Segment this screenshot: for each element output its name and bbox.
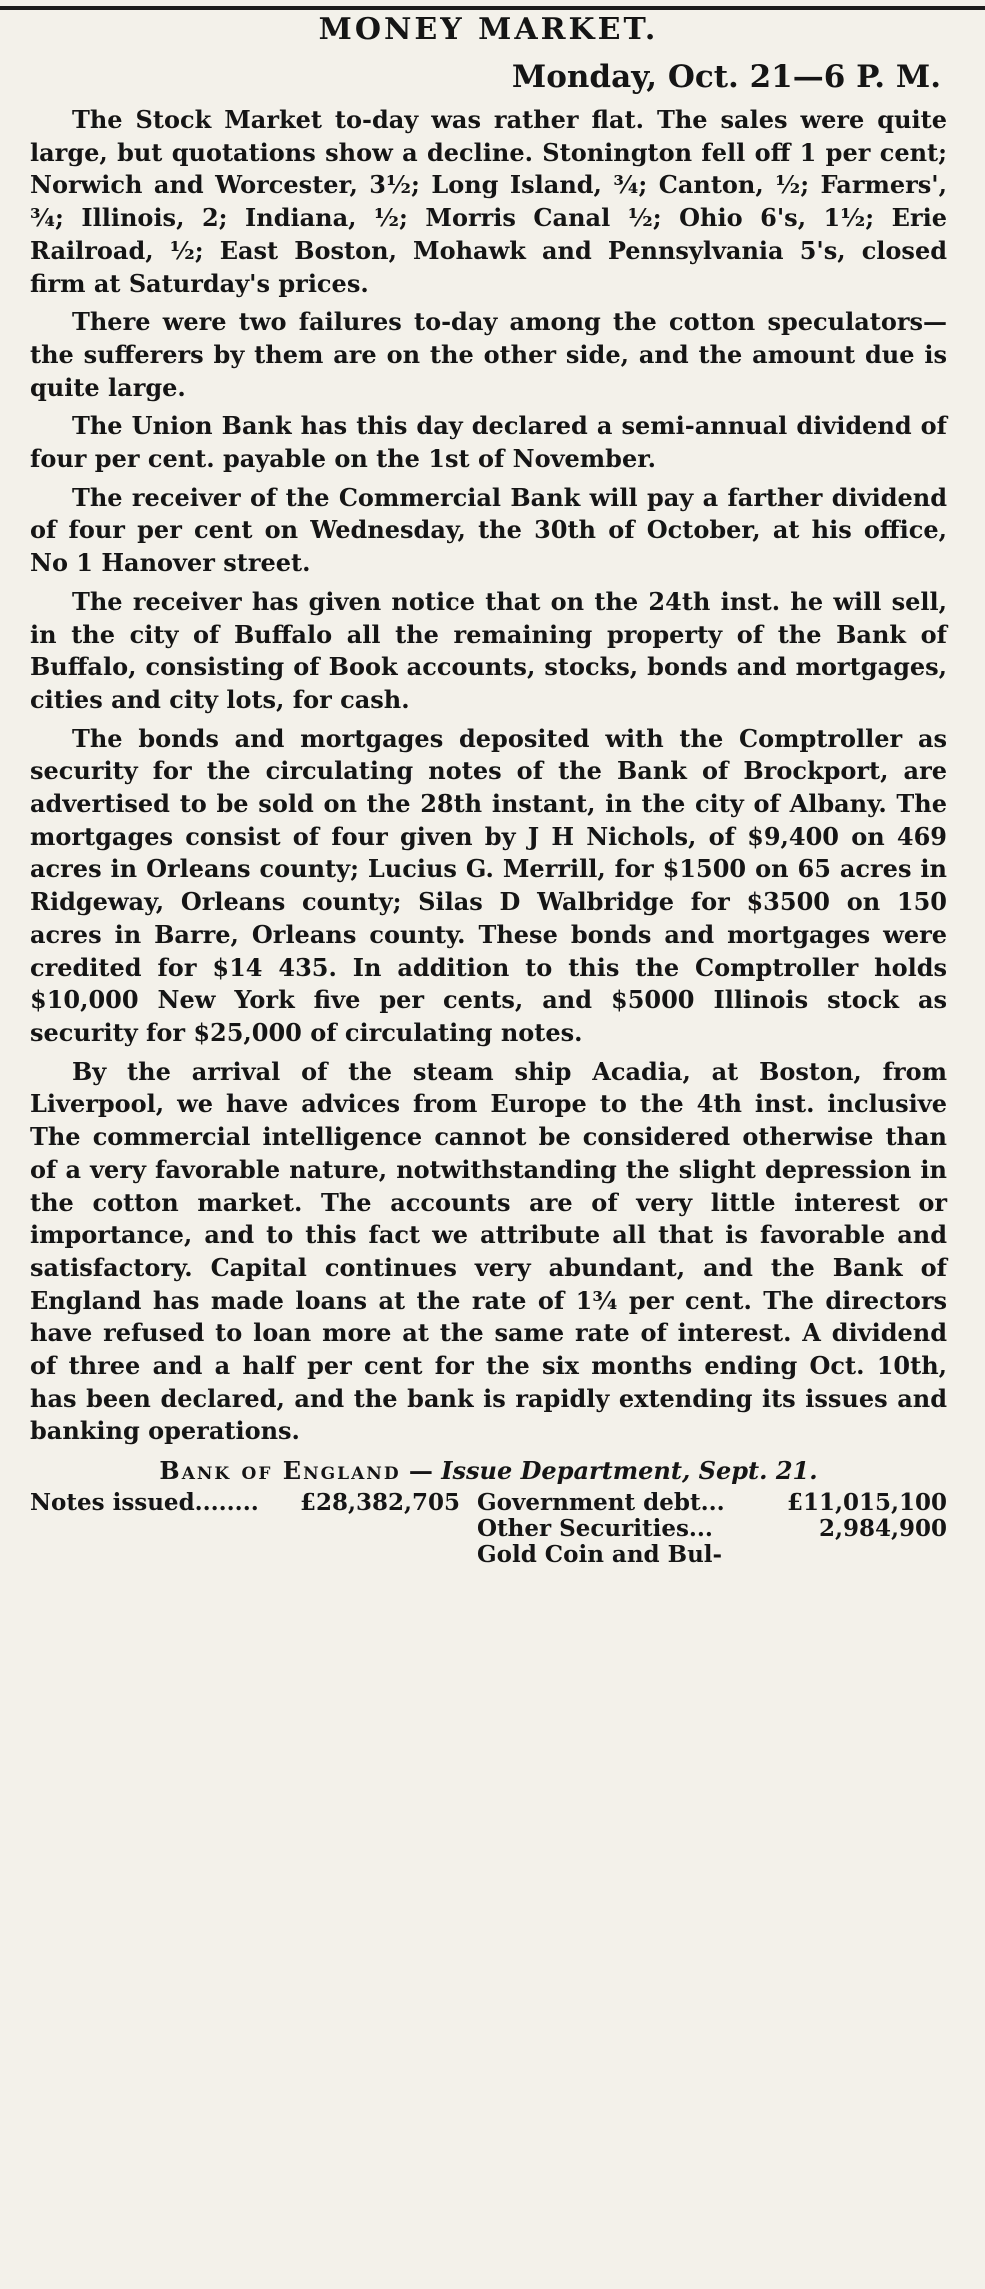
ledger-row [477, 1516, 947, 1542]
paragraph-commercial-bank: The receiver of the Commercial Bank will pay a farther dividend of four per cent on Wednesday, the 30th of October, at his office, No 1 Hanover street. [30, 482, 947, 578]
paragraph-bank-of-brockport: The bonds and mortgages deposited with the Comptroller as security for the circulating notes of the Bank of Brockport, are advertised to be sold on the 28th instant, in the city of Albany. The mortgages consist of four given by J H Nichols, of $9,400 on 469 acres in Orleans county; Lucius G. Merrill, for $1500 on 65 acres in Ridgeway, Orleans county; Silas D Walbridge for $3500 on 150 acres in Barre, Orleans county. These bonds and mortgages were credited for $14 435. In addition to this the Comptroller holds $10,000 New York five per cents, and $5000 Illinois stock as security for $25,000 of circulating notes. [30, 723, 947, 1047]
paragraph-stock-market: The Stock Market to-day was rather flat. The sales were quite large, but quotations show a decline. Stonington fell off 1 per cent; Norwich and Worcester, 3½; Long Island, ¾; Canton, ½; Farmers', ¾; Illinois, 2; Indiana, ½; Morris Canal ½; Ohio 6's, 1½; Erie Railroad, ½; East Boston, Mohawk and Pennsylvania 5's, closed firm at Saturday's prices. [30, 105, 947, 298]
ledger-amount: £28,382,705 [299, 1489, 460, 1517]
ledger-amount: £11,015,100 [786, 1489, 947, 1517]
ledger-row [30, 1490, 460, 1516]
ledger-label: Other Securities... [477, 1515, 713, 1543]
ledger-row [477, 1490, 947, 1516]
paragraph-bank-of-buffalo: The receiver has given notice that on the 24th inst. he will sell, in the city of Buffalo all the remaining property of the Bank of Buffalo, consisting of Book accounts, stocks, bonds and mortgages, cities and city lots, for cash. [30, 586, 947, 714]
ledger-liabilities [30, 1490, 460, 1568]
ledger-label: Government debt... [477, 1489, 725, 1517]
ledger-row [477, 1542, 947, 1568]
top-rule [0, 6, 985, 10]
dateline: Monday, Oct. 21—6 P. M. [511, 59, 941, 95]
bank-of-england-title [30, 1454, 947, 1488]
bank-name: Bank of England [159, 1456, 401, 1486]
ledger-label: Notes issued........ [30, 1489, 259, 1517]
title-dash: — [400, 1456, 433, 1486]
column-heading: MONEY MARKET. [318, 12, 659, 47]
paragraph-acadia-arrival: By the arrival of the steam ship Acadia, at Boston, from Liverpool, we have advices from Europe to the 4th inst. inclusive The commercial intelligence cannot be considered otherwise than of a very favorable nature, notwithstanding the slight depression in the cotton market. The accounts are of very little interest or importance, and to this fact we attribute all that is favorable and satisfactory. Capital continues very abundant, and the Bank of England has made loans at the rate of 1¾ per cent. The directors have refused to loan more at the same rate of interest. A dividend of three and a half per cent for the six months ending Oct. 10th, has been declared, and the bank is rapidly extending its issues and banking operations. [30, 1056, 947, 1446]
paragraph-cotton-failures: There were two failures to-day among the cotton speculators—the sufferers by them are on the other side, and the amount due is quite large. [30, 307, 947, 402]
bank-ledger [30, 1490, 947, 1568]
ledger-label: Gold Coin and Bul- [477, 1541, 723, 1569]
paragraph-union-bank: The Union Bank has this day declared a semi-annual dividend of four per cent. payable on the 1st of November. [30, 411, 947, 474]
ledger-assets [477, 1490, 947, 1568]
department-label: Issue Department, Sept. 21. [441, 1456, 818, 1486]
ledger-amount: 2,984,900 [818, 1515, 947, 1543]
